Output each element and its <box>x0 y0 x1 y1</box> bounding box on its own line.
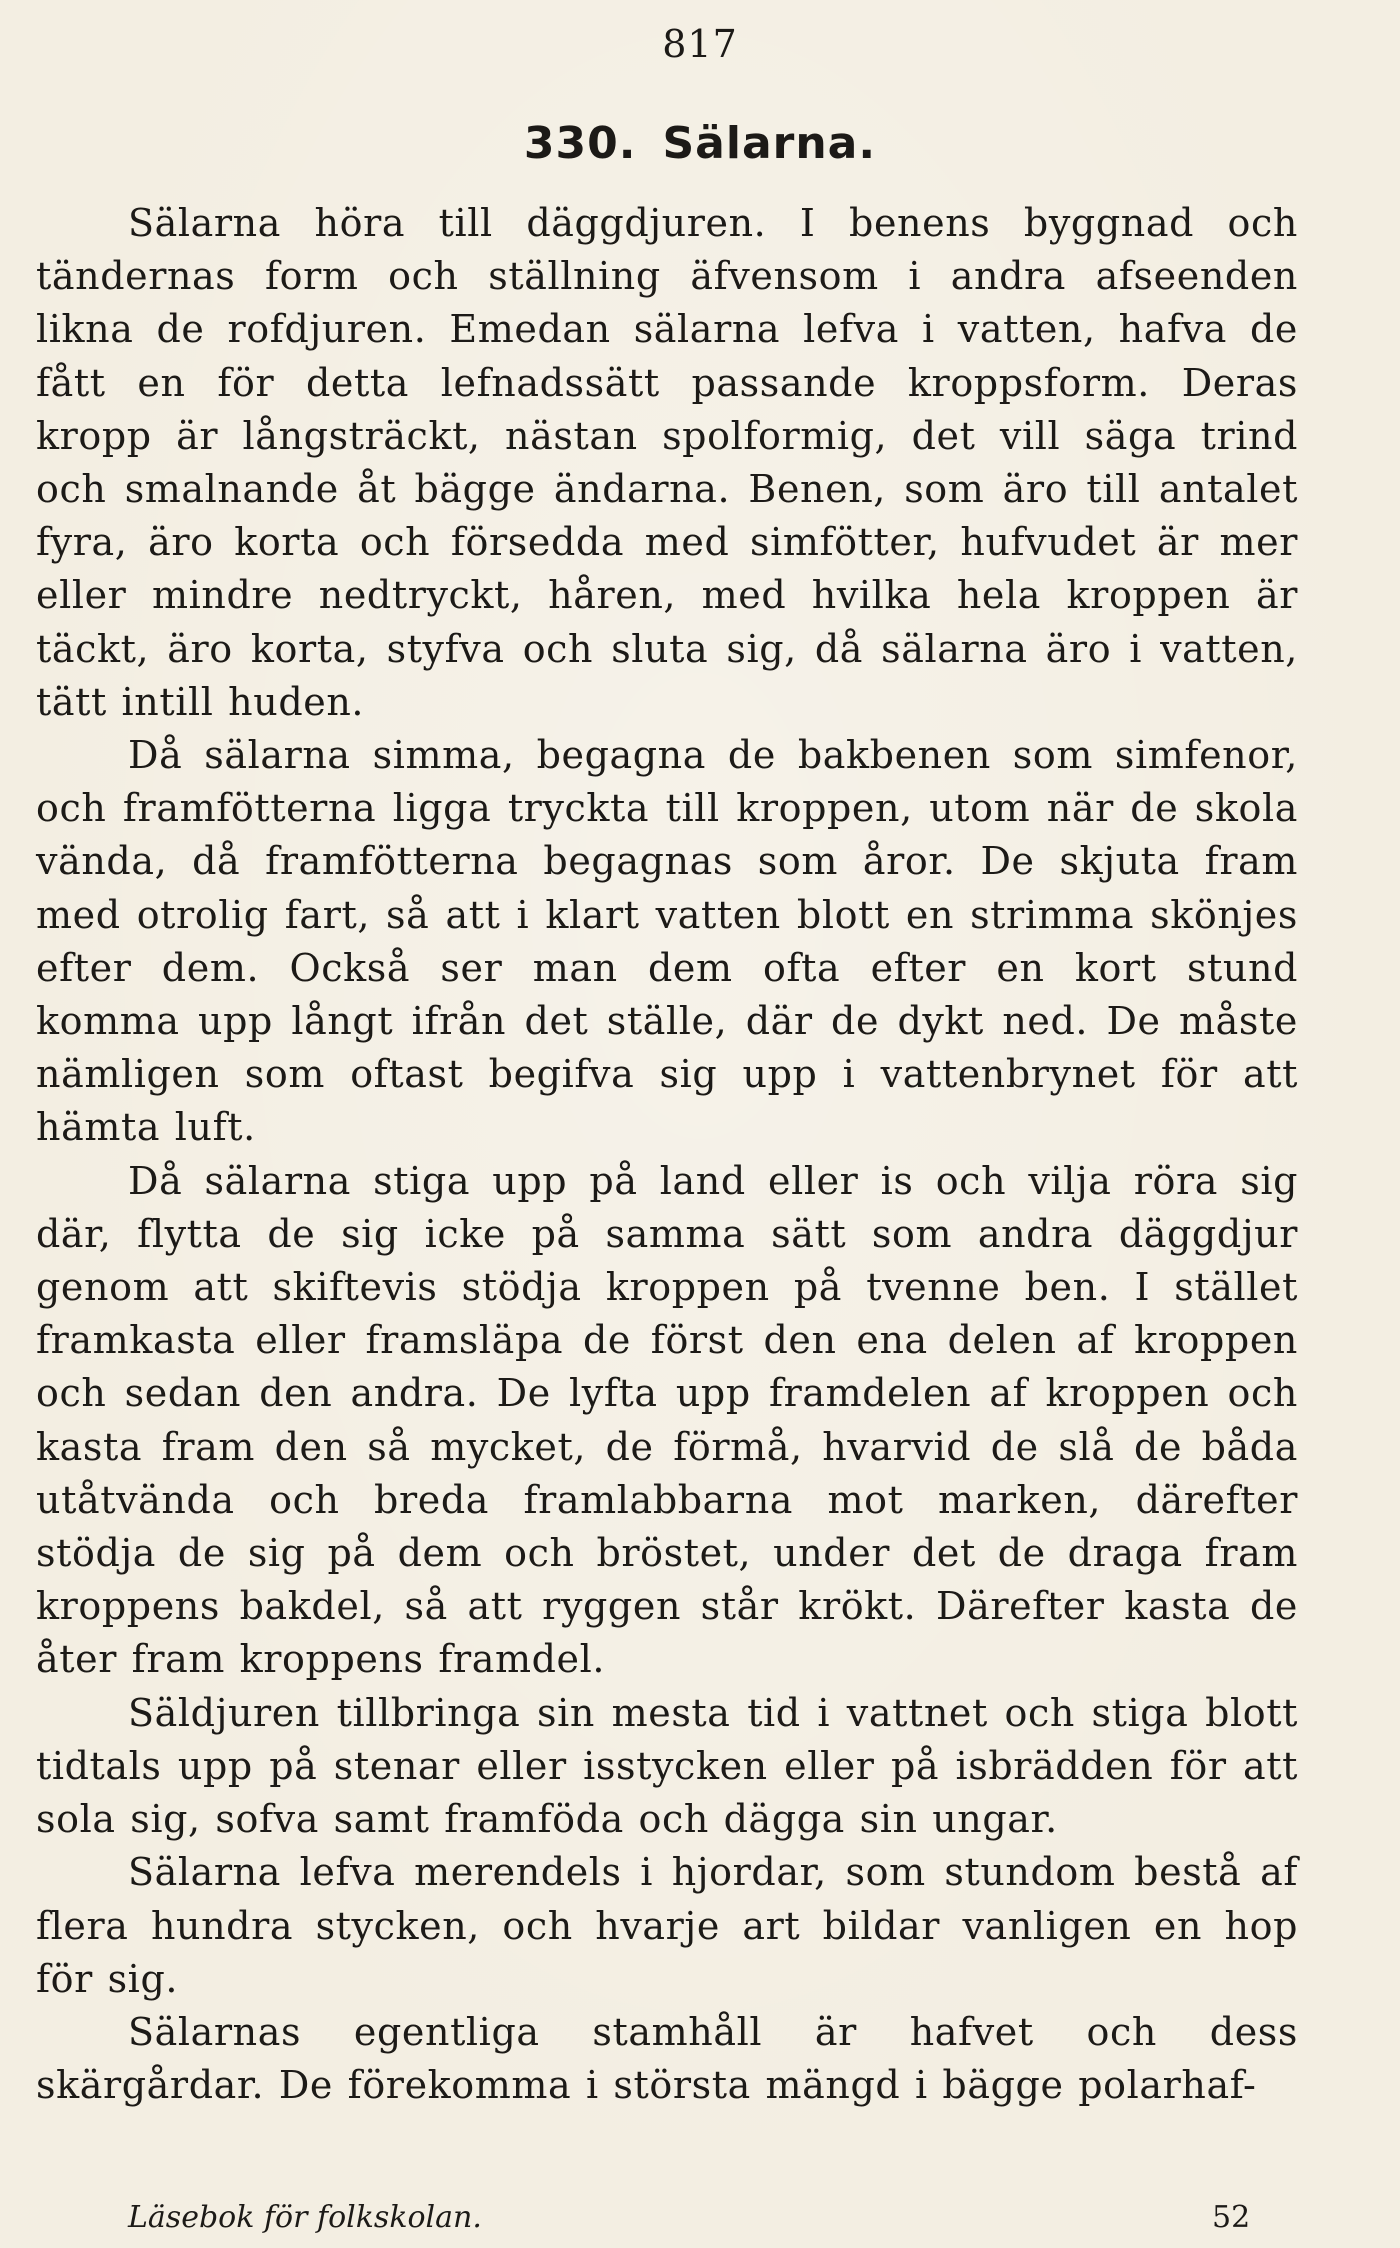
paragraph: Sälarnas egentliga stamhåll är hafvet och dess skärgårdar. De förekomma i största mängd i bägge polarhaf- <box>36 2009 1298 2108</box>
paragraph: Sälarna höra till däggdjuren. I benens byggnad och tändernas form och ställning äfvensom i andra afseenden likna de rofdjuren. Emedan sälarna lefva i vatten, hafva de fått en för detta lefnadssätt passande kroppsform. Deras kropp är långsträckt, nästan spolformig, det vill säga trind och smalnande åt bägge ändarna. Benen, som äro till antalet fyra, äro korta och försedda med simfötter, hufvudet är mer eller mindre nedtryckt, håren, med hvilka hela kroppen är täckt, äro korta, styfva och sluta sig, då sälarna äro i vatten, tätt intill huden. <box>36 201 1298 724</box>
chapter-heading <box>0 118 1400 169</box>
paragraph: Då sälarna simma, begagna de bakbenen som simfenor, och framfötterna ligga tryckta till kroppen, utom när de skola vända, då framfötterna begagnas som åror. De skjuta fram med otrolig fart, så att i klart vatten blott en strimma skönjes efter dem. Också ser man dem ofta efter en kort stund komma upp långt ifrån det ställe, där de dykt ned. De måste nämligen som oftast begifva sig upp i vattenbrynet för att hämta luft. <box>36 733 1298 1150</box>
body-text <box>36 197 1298 2112</box>
signature-mark: 52 <box>1212 2200 1251 2235</box>
page-number: 817 <box>662 22 738 66</box>
chapter-number: 330. <box>523 118 637 169</box>
paragraph: Sälarna lefva merendels i hjordar, som stundom bestå af flera hundra stycken, och hvarje art bildar vanligen en hop för sig. <box>36 1850 1298 2001</box>
chapter-title: Sälarna. <box>662 118 877 169</box>
paragraph: Säldjuren tillbringa sin mesta tid i vattnet och stiga blott tidtals upp på stenar eller isstycken eller på isbrädden för att sola sig, sofva samt framföda och dägga sin ungar. <box>36 1690 1298 1842</box>
paragraph: Då sälarna stiga upp på land eller is och vilja röra sig där, flytta de sig icke på samma sätt som andra däggdjur genom att skiftevis stödja kroppen på tvenne ben. I stället framkasta eller framsläpa de först den ena delen af kroppen och sedan den andra. De lyfta upp framdelen af kroppen och kasta fram den så mycket, de förmå, hvarvid de slå de båda utåtvända och breda framlabbarna mot marken, därefter stödja de sig på dem och bröstet, under det de draga fram kroppens bakdel, så att ryggen står krökt. Därefter kasta de åter fram kroppens framdel. <box>36 1158 1298 1682</box>
book-title: Läsebok för folkskolan. <box>128 2200 482 2235</box>
